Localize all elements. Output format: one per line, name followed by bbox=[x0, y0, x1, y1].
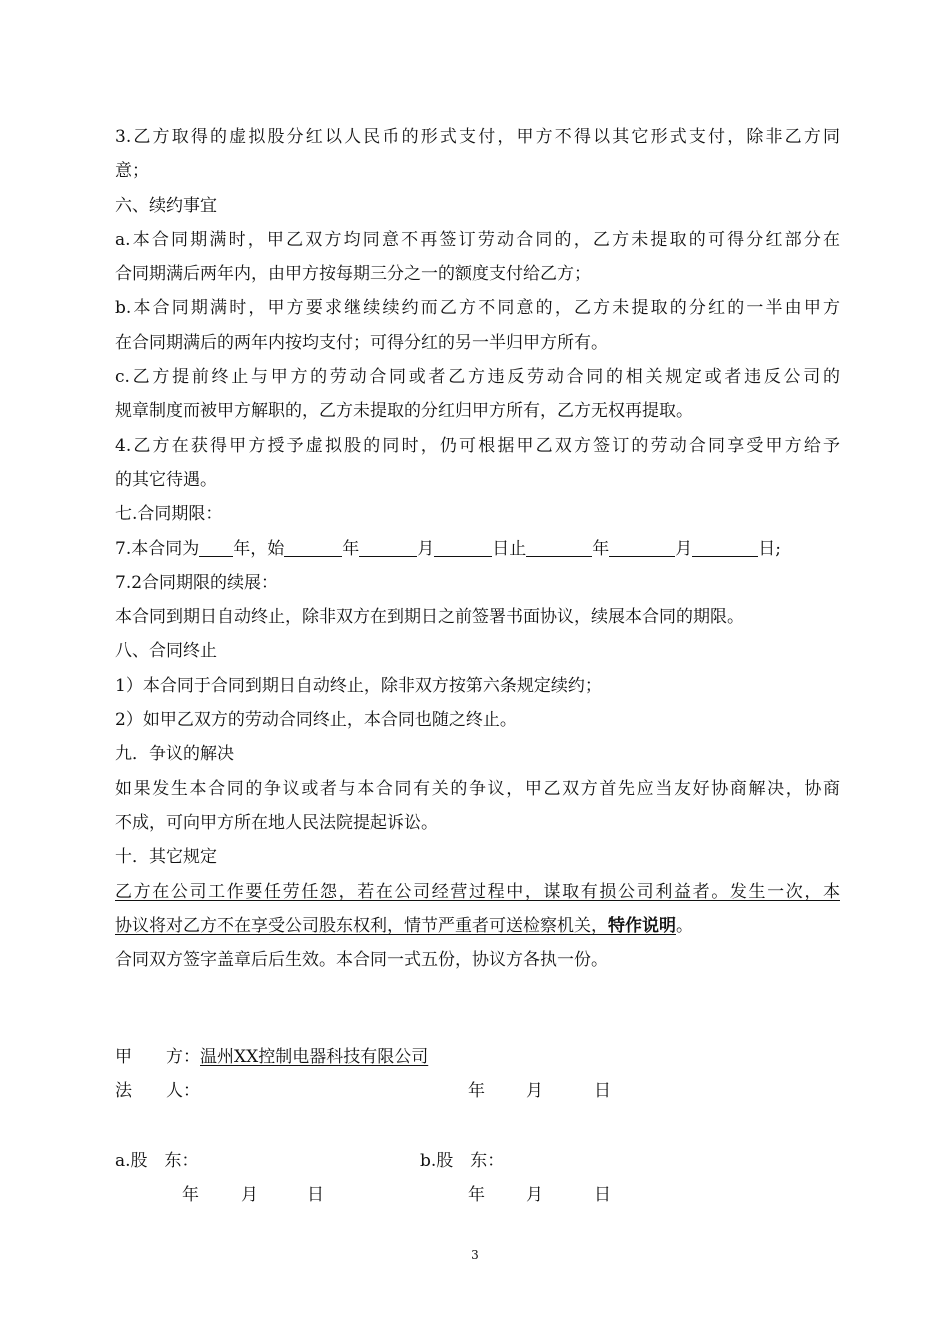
end-year-blank[interactable] bbox=[526, 536, 592, 557]
effect-clause: 合同双方签字盖章后后生效。本合同一式五份，协议方各执一份。 bbox=[115, 950, 608, 971]
legal-rep-label: 法 人： bbox=[115, 1081, 200, 1101]
clause-5-3-line-1: 3.乙方取得的虚拟股分红以人民币的形式支付，甲方不得以其它形式支付，除非乙方同 bbox=[115, 127, 840, 147]
section-6-c-line-2: 规章制度而被甲方解职的，乙方未提取的分红归甲方所有，乙方无权再提取。 bbox=[115, 401, 693, 422]
section-8-heading: 八、合同终止 bbox=[115, 641, 217, 662]
section-10-heading: 十．其它规定 bbox=[115, 847, 217, 868]
section-6-c-line-1: c.乙方提前终止与甲方的劳动合同或者乙方违反劳动合同的相关规定或者违反公司的 bbox=[115, 367, 840, 388]
section-6-item-4-line-2: 的其它待遇。 bbox=[115, 469, 217, 490]
party-a-name: 温州XX控制电器科技有限公司 bbox=[200, 1047, 429, 1067]
section-7-heading: 七.合同期限： bbox=[115, 504, 223, 525]
term-text-6: 月 bbox=[675, 538, 693, 559]
term-years-blank[interactable] bbox=[199, 536, 233, 557]
contract-term-line bbox=[115, 532, 840, 566]
section-9-line-1: 如果发生本合同的争议或者与本合同有关的争议，甲乙双方首先应当友好协商解决，协商 bbox=[115, 778, 840, 799]
start-year-blank[interactable] bbox=[284, 536, 342, 557]
section-6-a-line-1: a.本合同期满时，甲乙双方均同意不再签订劳动合同的，乙方未提取的可得分红部分在 bbox=[115, 229, 840, 250]
section-8-item-1: 1）本合同于合同到期日自动终止，除非双方按第六条规定续约； bbox=[115, 675, 602, 696]
legal-rep-date-day: 日 bbox=[594, 1081, 611, 1101]
section-6-item-4-line-1: 4.乙方在获得甲方授予虚拟股的同时，仍可根据甲乙双方签订的劳动合同享受甲方给予 bbox=[115, 435, 840, 456]
section-9-heading: 九．争议的解决 bbox=[115, 744, 234, 765]
shareholder-b-label: b.股 东： bbox=[420, 1151, 505, 1171]
term-text-5: 年 bbox=[592, 538, 610, 559]
shareholder-b-date-month: 月 bbox=[526, 1185, 543, 1205]
term-text-2: 年 bbox=[342, 538, 360, 559]
term-text-3: 月 bbox=[417, 538, 435, 559]
term-text-7: 日; bbox=[758, 538, 781, 559]
section-6-a-line-2: 合同期满后两年内，由甲方按每期三分之一的额度支付给乙方； bbox=[115, 264, 591, 285]
party-a-label: 甲 方： bbox=[115, 1047, 200, 1067]
legal-rep-date-month: 月 bbox=[526, 1081, 543, 1101]
start-month-blank[interactable] bbox=[359, 536, 417, 557]
shareholder-b-date-day: 日 bbox=[594, 1185, 611, 1205]
section-8-item-2: 2）如甲乙双方的劳动合同终止，本合同也随之终止。 bbox=[115, 710, 517, 731]
shareholder-b-date-year: 年 bbox=[468, 1185, 485, 1205]
term-text-4: 日止 bbox=[492, 538, 527, 559]
contract-body bbox=[115, 120, 840, 977]
end-month-blank[interactable] bbox=[609, 536, 675, 557]
section-6-b-line-1: b.本合同期满时，甲方要求继续续约而乙方不同意的，乙方未提取的分红的一半由甲方 bbox=[115, 298, 840, 319]
section-10-line-2 bbox=[115, 909, 840, 943]
renewal-heading: 7.2合同期限的续展： bbox=[115, 572, 279, 593]
shareholder-a-date-year: 年 bbox=[182, 1185, 199, 1205]
section-6-heading: 六、续约事宜 bbox=[115, 195, 217, 216]
renewal-text: 本合同到期日自动终止，除非双方在到期日之前签署书面协议，续展本合同的期限。 bbox=[115, 607, 744, 628]
start-day-blank[interactable] bbox=[434, 536, 492, 557]
shareholder-a-label: a.股 东： bbox=[115, 1151, 199, 1171]
clause-5-3-line-2: 意； bbox=[115, 161, 149, 182]
end-day-blank[interactable] bbox=[692, 536, 758, 557]
page-number: 3 bbox=[471, 1248, 479, 1262]
special-note-text: 特作说明 bbox=[608, 915, 676, 936]
term-prefix: 7.本合同为 bbox=[115, 538, 200, 559]
legal-rep-date-year: 年 bbox=[468, 1081, 485, 1101]
section-10-line-2-end: 。 bbox=[676, 915, 693, 936]
shareholder-a-date-month: 月 bbox=[241, 1185, 258, 1205]
section-6-b-line-2: 在合同期满后的两年内按均支付；可得分红的另一半归甲方所有。 bbox=[115, 332, 608, 353]
section-10-line-1: 乙方在公司工作要任劳任怨，若在公司经营过程中，谋取有损公司利益者。发生一次，本 bbox=[115, 881, 840, 902]
section-9-line-2: 不成，可向甲方所在地人民法院提起诉讼。 bbox=[115, 812, 438, 833]
section-10-line-2-text: 协议将对乙方不在享受公司股东权利，情节严重者可送检察机关， bbox=[115, 915, 608, 936]
term-text-1: 年，始 bbox=[233, 538, 285, 559]
shareholder-a-date-day: 日 bbox=[307, 1185, 324, 1205]
party-a-line bbox=[115, 1042, 428, 1067]
